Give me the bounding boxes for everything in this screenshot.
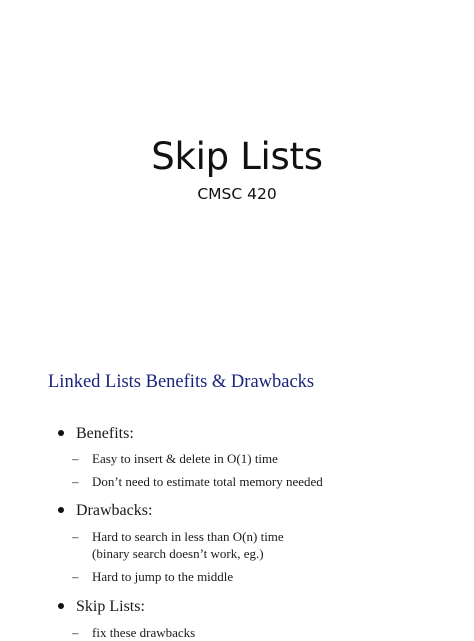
slide-subtitle: CMSC 420	[197, 185, 277, 203]
sub-item-text-continued: (binary search doesn’t work, eg.)	[92, 546, 264, 561]
sub-item-text: Don’t need to estimate total memory needed	[92, 474, 323, 489]
dash-icon: –	[72, 569, 79, 584]
title-slide	[0, 0, 474, 260]
bullet-label: Benefits:	[76, 425, 134, 442]
section-heading: Linked Lists Benefits & Drawbacks	[48, 372, 315, 392]
dash-icon: –	[72, 529, 79, 544]
sub-item-text: fix these drawbacks	[92, 625, 196, 640]
bullet-dot-icon	[58, 603, 64, 609]
dash-icon: –	[72, 451, 79, 466]
slide-title: Skip Lists	[151, 135, 323, 178]
sub-item-text: Hard to search in less than O(n) time	[92, 529, 284, 544]
sub-item-text: Easy to insert & delete in O(1) time	[92, 451, 278, 466]
bullet-label: Skip Lists:	[76, 598, 145, 615]
bullet-label: Drawbacks:	[76, 502, 153, 519]
dash-icon: –	[72, 474, 79, 489]
sub-item-text: Hard to jump to the middle	[92, 569, 234, 584]
bullet-dot-icon	[58, 507, 64, 513]
dash-icon: –	[72, 625, 79, 640]
bullet-dot-icon	[58, 430, 64, 436]
